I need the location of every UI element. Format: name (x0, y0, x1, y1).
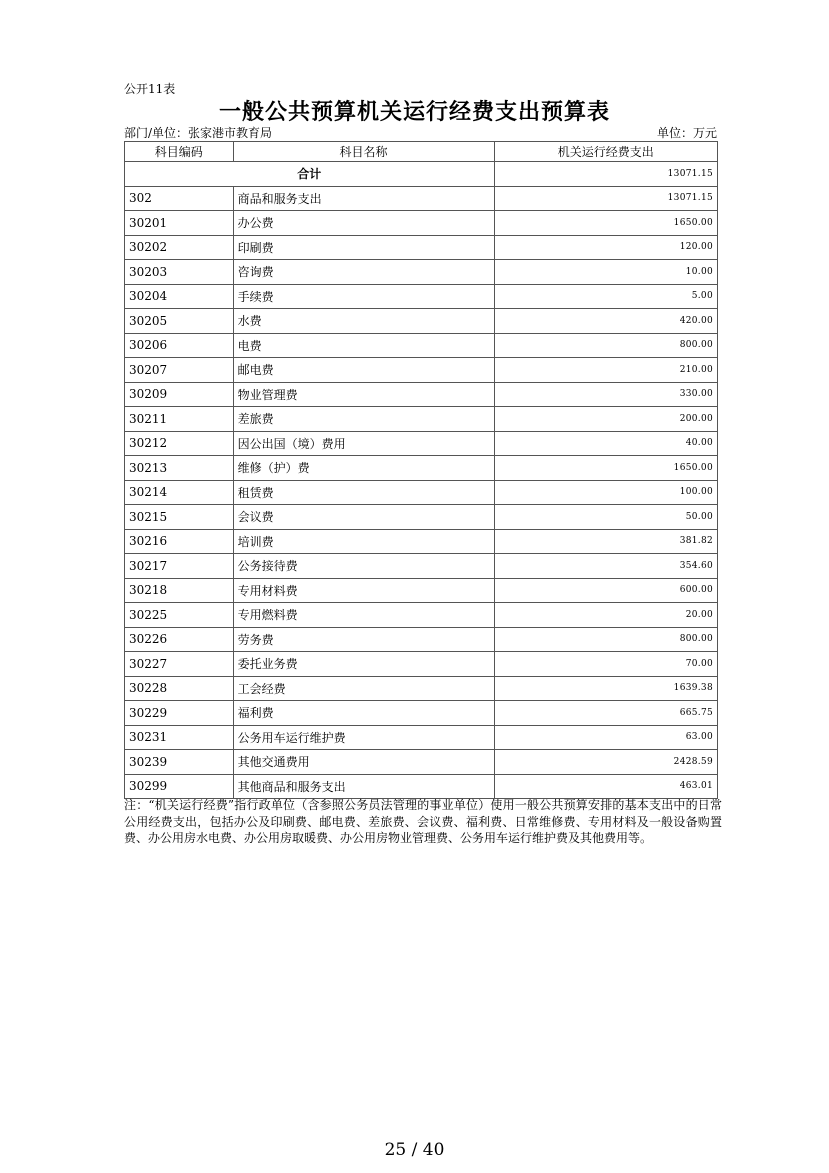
table-row (125, 774, 718, 799)
row-code: 30217 (125, 554, 234, 579)
row-code: 30204 (125, 284, 234, 309)
row-code: 30229 (125, 701, 234, 726)
row-amount: 1650.00 (494, 211, 717, 236)
row-name: 因公出国（境）费用 (233, 431, 494, 456)
table-row (125, 333, 718, 358)
row-code: 30205 (125, 309, 234, 334)
row-amount: 420.00 (494, 309, 717, 334)
row-amount: 13071.15 (494, 186, 717, 211)
row-code: 30214 (125, 480, 234, 505)
table-row (125, 750, 718, 775)
table-row (125, 260, 718, 285)
header-amount: 机关运行经费支出 (494, 142, 717, 162)
unit-label: 单位：万元 (656, 126, 717, 140)
total-amount: 13071.15 (494, 162, 717, 187)
table-row (125, 627, 718, 652)
row-name: 商品和服务支出 (233, 186, 494, 211)
table-row (125, 505, 718, 530)
row-name: 其他商品和服务支出 (233, 774, 494, 799)
row-amount: 200.00 (494, 407, 717, 432)
row-name: 咨询费 (233, 260, 494, 285)
row-code: 30225 (125, 603, 234, 628)
row-code: 30228 (125, 676, 234, 701)
row-code: 30202 (125, 235, 234, 260)
table-row (125, 186, 718, 211)
row-name: 会议费 (233, 505, 494, 530)
row-code: 302 (125, 186, 234, 211)
row-code: 30213 (125, 456, 234, 481)
row-name: 差旅费 (233, 407, 494, 432)
table-row (125, 407, 718, 432)
row-amount: 100.00 (494, 480, 717, 505)
row-code: 30209 (125, 382, 234, 407)
row-code: 30203 (125, 260, 234, 285)
row-code: 30207 (125, 358, 234, 383)
row-amount: 50.00 (494, 505, 717, 530)
row-name: 工会经费 (233, 676, 494, 701)
budget-table (124, 141, 718, 799)
row-name: 培训费 (233, 529, 494, 554)
row-amount: 800.00 (494, 333, 717, 358)
row-code: 30201 (125, 211, 234, 236)
table-row (125, 309, 718, 334)
table-row (125, 554, 718, 579)
row-code: 30239 (125, 750, 234, 775)
table-row (125, 578, 718, 603)
row-name: 水费 (233, 309, 494, 334)
row-amount: 330.00 (494, 382, 717, 407)
row-name: 电费 (233, 333, 494, 358)
row-amount: 10.00 (494, 260, 717, 285)
row-name: 公务用车运行维护费 (233, 725, 494, 750)
header-code: 科目编码 (125, 142, 234, 162)
header-name: 科目名称 (233, 142, 494, 162)
row-code: 30218 (125, 578, 234, 603)
table-row (125, 456, 718, 481)
total-label: 合计 (125, 162, 495, 187)
total-row (125, 162, 718, 187)
row-name: 其他交通费用 (233, 750, 494, 775)
row-name: 办公费 (233, 211, 494, 236)
row-code: 30206 (125, 333, 234, 358)
department-label: 部门/单位：张家港市教育局 (124, 126, 273, 140)
table-row (125, 529, 718, 554)
row-name: 租赁费 (233, 480, 494, 505)
row-amount: 120.00 (494, 235, 717, 260)
page-title: 一般公共预算机关运行经费支出预算表 (218, 100, 610, 125)
footnote: 注：“机关运行经费”指行政单位（含参照公务员法管理的事业单位）使用一般公共预算安排的基本支出中的日常公用经费支出，包括办公及印刷费、邮电费、差旅费、会议费、福利费、日常维修费、专用材料及一般设备购置费、办公用房水电费、办公用房取暖费、办公用房物业管理费、公务用车运行维护费及其他费用等。 (124, 798, 722, 845)
page-number: 25 / 40 (384, 1140, 445, 1160)
row-amount: 600.00 (494, 578, 717, 603)
row-name: 公务接待费 (233, 554, 494, 579)
row-amount: 63.00 (494, 725, 717, 750)
row-name: 物业管理费 (233, 382, 494, 407)
row-name: 维修（护）费 (233, 456, 494, 481)
table-row (125, 480, 718, 505)
row-amount: 463.01 (494, 774, 717, 799)
row-name: 福利费 (233, 701, 494, 726)
row-name: 专用燃料费 (233, 603, 494, 628)
table-row (125, 382, 718, 407)
table-row (125, 701, 718, 726)
table-row (125, 431, 718, 456)
row-name: 委托业务费 (233, 652, 494, 677)
table-row (125, 603, 718, 628)
row-name: 邮电费 (233, 358, 494, 383)
table-row (125, 725, 718, 750)
row-amount: 5.00 (494, 284, 717, 309)
table-header-row (125, 142, 718, 162)
table-row (125, 284, 718, 309)
row-amount: 70.00 (494, 652, 717, 677)
row-name: 劳务费 (233, 627, 494, 652)
table-row (125, 235, 718, 260)
row-amount: 20.00 (494, 603, 717, 628)
table-row (125, 652, 718, 677)
form-number: 公开11表 (124, 82, 176, 96)
row-code: 30227 (125, 652, 234, 677)
row-amount: 2428.59 (494, 750, 717, 775)
row-name: 手续费 (233, 284, 494, 309)
row-amount: 1639.38 (494, 676, 717, 701)
row-code: 30226 (125, 627, 234, 652)
row-amount: 40.00 (494, 431, 717, 456)
row-code: 30231 (125, 725, 234, 750)
row-amount: 800.00 (494, 627, 717, 652)
row-amount: 210.00 (494, 358, 717, 383)
row-code: 30211 (125, 407, 234, 432)
row-name: 印刷费 (233, 235, 494, 260)
row-code: 30216 (125, 529, 234, 554)
row-amount: 381.82 (494, 529, 717, 554)
row-amount: 1650.00 (494, 456, 717, 481)
row-code: 30215 (125, 505, 234, 530)
row-code: 30299 (125, 774, 234, 799)
table-row (125, 358, 718, 383)
row-amount: 665.75 (494, 701, 717, 726)
table-row (125, 676, 718, 701)
row-amount: 354.60 (494, 554, 717, 579)
table-row (125, 211, 718, 236)
row-name: 专用材料费 (233, 578, 494, 603)
row-code: 30212 (125, 431, 234, 456)
